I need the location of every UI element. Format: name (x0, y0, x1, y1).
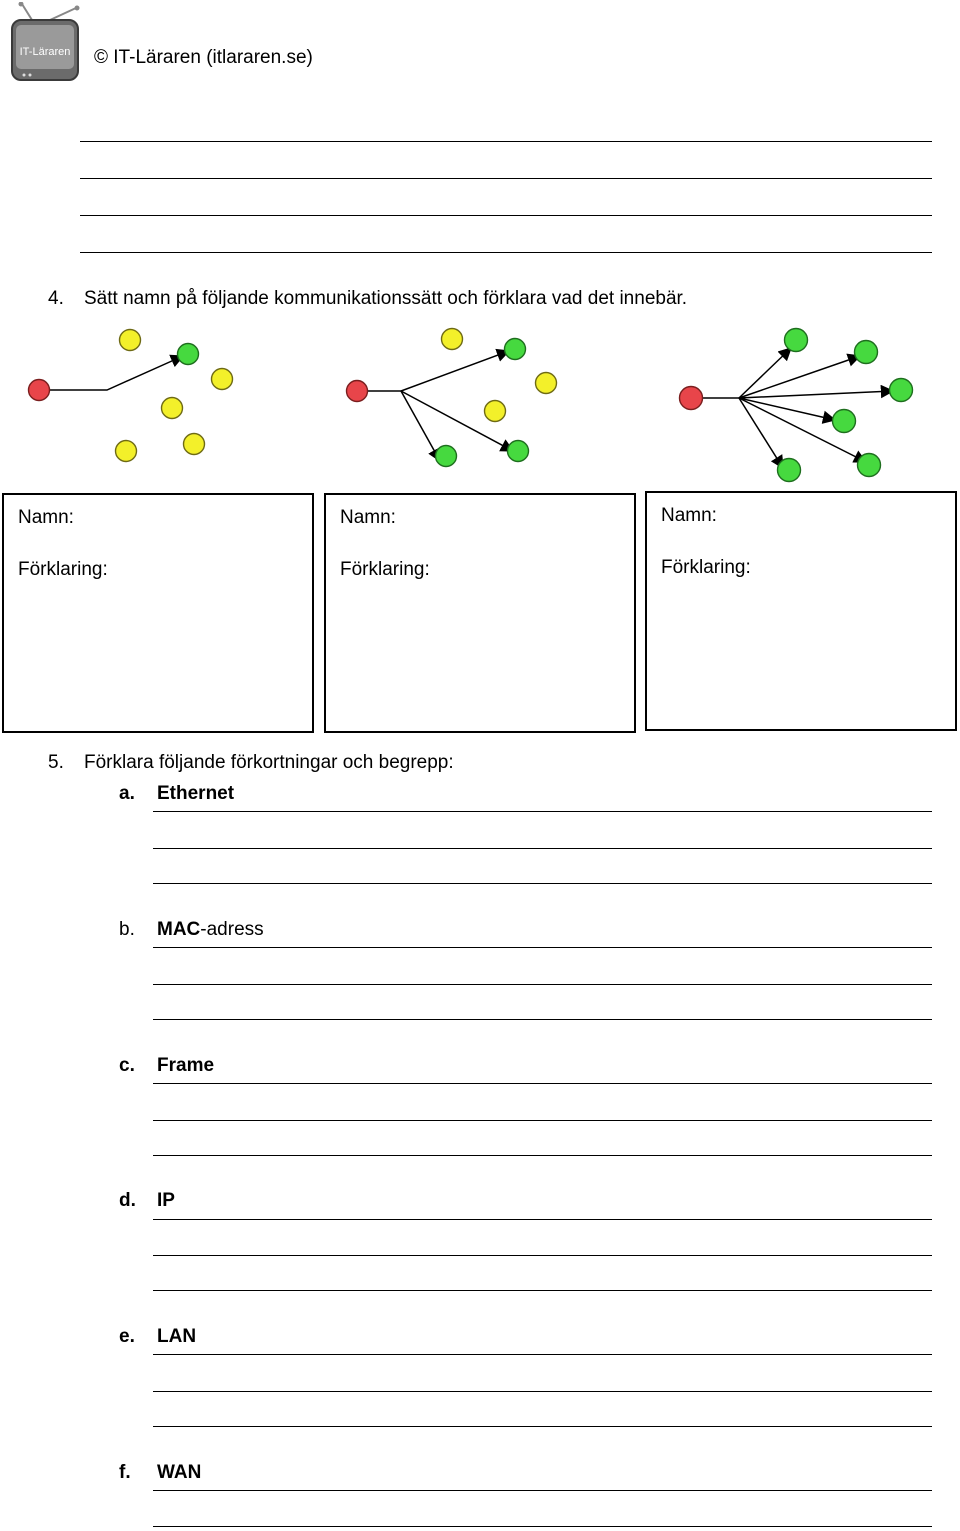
answer-line (80, 252, 932, 253)
answer-line (153, 811, 932, 812)
node (442, 329, 463, 350)
question-text: Sätt namn på följande kommunikationssätt och förklara vad det innebär. (84, 288, 688, 309)
answer-box-2[interactable] (324, 493, 636, 733)
unicast-diagram (29, 330, 233, 462)
question-number: 5. (48, 752, 64, 773)
answer-line (80, 215, 932, 216)
node (485, 401, 506, 422)
item-letter: c. (119, 1055, 135, 1076)
answer-line (153, 1120, 932, 1121)
name-label: Namn: (661, 505, 717, 526)
receiver-node (508, 441, 529, 462)
sender-node (680, 387, 703, 410)
answer-line (153, 1391, 932, 1392)
it-lararen-logo (10, 2, 84, 84)
sender-node (29, 380, 50, 401)
item-term: Frame (157, 1055, 215, 1076)
arrow (739, 398, 835, 420)
receiver-node (785, 329, 808, 352)
multicast-diagram (347, 329, 557, 467)
item-term: IP (157, 1190, 175, 1211)
item-term (157, 919, 264, 941)
receiver-node (436, 446, 457, 467)
receiver-node (178, 344, 199, 365)
item-term-suffix: -adress (200, 919, 264, 940)
arrow (50, 356, 183, 390)
item-term: WAN (157, 1462, 202, 1483)
question-number: 4. (48, 288, 64, 309)
item-term-bold: MAC (157, 919, 201, 940)
answer-line (153, 984, 932, 985)
receiver-node (833, 410, 856, 433)
answer-box-3[interactable] (645, 491, 957, 731)
answer-line (153, 1426, 932, 1427)
answer-line (153, 1083, 932, 1084)
answer-line (153, 1155, 932, 1156)
logo-text: IT-Läraren (19, 46, 71, 58)
explanation-label: Förklaring: (340, 559, 430, 580)
arrow (739, 348, 791, 398)
arrow (401, 351, 509, 391)
explanation-label: Förklaring: (18, 559, 108, 580)
receiver-node (505, 339, 526, 360)
answer-line (153, 1255, 932, 1256)
node (536, 373, 557, 394)
answer-line (153, 1354, 932, 1355)
node (162, 398, 183, 419)
name-label: Namn: (340, 507, 396, 528)
item-letter: e. (119, 1326, 135, 1347)
answer-line (80, 178, 932, 179)
receiver-node (890, 379, 913, 402)
item-letter: f. (119, 1462, 131, 1483)
item-letter: b. (119, 919, 135, 940)
name-label: Namn: (18, 507, 74, 528)
sender-node (347, 381, 368, 402)
receiver-node (778, 459, 801, 482)
copyright-notice: © IT-Läraren (itlararen.se) (94, 47, 313, 68)
answer-box-1[interactable] (2, 493, 314, 733)
receiver-node (858, 454, 881, 477)
answer-line (153, 1290, 932, 1291)
answer-line (80, 141, 932, 142)
communication-diagrams (0, 320, 960, 490)
item-letter: d. (119, 1190, 136, 1211)
answer-line (153, 1219, 932, 1220)
arrow (739, 391, 893, 398)
item-term: Ethernet (157, 783, 235, 804)
receiver-node (855, 341, 878, 364)
node (120, 330, 141, 351)
answer-line (153, 848, 932, 849)
answer-line (153, 883, 932, 884)
node (212, 369, 233, 390)
node (184, 434, 205, 455)
answer-line (153, 947, 932, 948)
question-text: Förklara följande förkortningar och begrepp: (84, 752, 454, 773)
arrow (739, 356, 860, 398)
explanation-label: Förklaring: (661, 557, 751, 578)
node (116, 441, 137, 462)
answer-line (153, 1019, 932, 1020)
broadcast-diagram (680, 329, 913, 482)
answer-line (153, 1490, 932, 1491)
answer-line (153, 1526, 932, 1527)
item-letter: a. (119, 783, 135, 804)
item-term: LAN (157, 1326, 197, 1347)
